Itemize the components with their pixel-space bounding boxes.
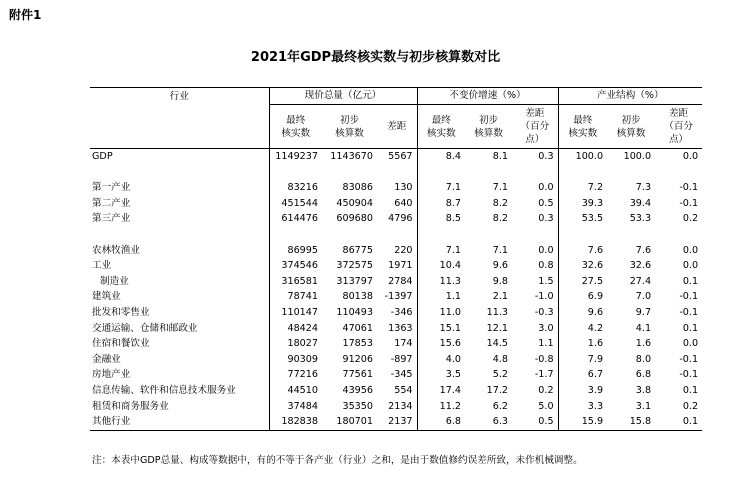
table-cell: 0.2 [682,400,699,412]
table-row [90,399,702,415]
table-cell: 4.2 [558,321,607,337]
table-cell: 83086 [342,182,373,194]
spacer-cell [465,227,512,243]
row-label: 交通运输、仓储和邮政业 [92,322,198,334]
row-label: 第二产业 [92,197,131,209]
table-cell: 2784 [388,275,413,287]
subheader-line: 核算数 [335,127,364,139]
subheader-line: 核算数 [474,127,503,139]
table-cell: 5.0 [538,400,554,412]
row-label: GDP [92,151,113,162]
table-cell: -1397 [384,291,413,303]
table-row [90,196,702,212]
spacer-cell [465,165,512,181]
table-cell: 15.1 [417,321,465,337]
row-label: 制造业 [100,275,129,287]
table-cell: 39.3 [558,196,607,212]
table-cell: 77561 [342,369,373,381]
table-cell: 78741 [269,289,322,305]
spacer-cell [655,227,702,243]
subheader-cell [417,105,465,149]
table-cell: 47061 [342,322,373,334]
table-cell: 7.1 [417,243,465,259]
table-cell: 0.3 [538,213,554,225]
row-label: 第三产业 [92,213,131,225]
table-cell: 6.2 [492,400,509,412]
table-cell: 1.1 [538,338,554,350]
table-cell: 91206 [342,353,373,365]
row-label: 其他行业 [90,414,269,430]
table-cell: 0.5 [512,414,558,430]
subheader-cell [512,105,558,149]
header-group-structure: 产业结构（%） [558,88,702,105]
table-cell: 37484 [269,399,322,415]
table-cell: 0.5 [538,197,554,209]
subheader-cell [558,105,607,149]
table-cell: 0.8 [538,260,554,272]
table-cell: 27.4 [629,275,652,287]
spacer-cell [607,165,655,181]
table-cell: 0.0 [538,244,554,256]
table-cell: 11.3 [486,306,509,318]
table-cell: 53.5 [558,211,607,227]
spacer-cell [417,227,465,243]
table-cell: 14.5 [486,338,509,350]
table-cell: 4.8 [492,353,509,365]
table-cell: 48424 [269,321,322,337]
table-cell: 44510 [269,383,322,399]
table-cell: 7.2 [558,180,607,196]
table-cell: 17.2 [486,384,509,396]
table-cell: 43956 [342,384,373,396]
row-label: 建筑业 [92,291,121,303]
table-cell: 53.3 [629,213,652,225]
table-cell: 182838 [269,414,322,430]
table-cell: 10.4 [417,258,465,274]
table-cell: 100.0 [558,149,607,165]
table-cell: -1.0 [534,291,554,303]
table-cell: 220 [394,244,413,256]
table-cell: 8.0 [635,353,652,365]
table-cell: 2.1 [492,291,509,303]
header-group-total: 现价总量（亿元） [269,88,417,105]
table-cell: 451544 [269,196,322,212]
table-cell: 450904 [336,197,373,209]
row-label: 房地产业 [92,369,131,381]
table-cell: 180701 [322,414,377,430]
spacer-cell [558,165,607,181]
table-cell: 640 [394,197,413,209]
table-cell: 0.0 [682,244,699,256]
subheader-line: 核算数 [616,127,646,139]
table-cell: 110493 [336,306,373,318]
table-cell: -0.3 [534,306,554,318]
table-cell: 5.2 [492,369,509,381]
subheader-line: 核实数 [426,127,456,139]
subheader-cell [655,105,702,149]
table-cell: 0.2 [682,213,699,225]
table-cell: 614476 [269,211,322,227]
subheader-line: （百分 [664,121,693,132]
table-cell: 9.7 [635,306,652,318]
table-row [90,180,702,196]
table-cell: -345 [390,369,413,381]
table-cell: 0.3 [538,151,554,162]
table-row [90,149,702,165]
subheader-line: 差距 [668,108,689,119]
table-cell: 1971 [388,260,413,272]
table-cell: 80138 [342,291,373,303]
table-cell: 90309 [269,352,322,368]
table-cell: 3.0 [538,322,554,334]
row-label: 信息传输、软件和信息技术服务业 [92,384,236,396]
table-cell: 0.1 [682,275,699,287]
table-cell: 86775 [342,244,373,256]
table-cell: 0.0 [682,260,699,272]
footnote: 注：本表中GDP总量、构成等数据中，有的不等于各产业（行业）之和，是由于数值修约误差所致，未作机械调整。 [92,455,583,466]
table-cell: 3.5 [417,367,465,383]
table-cell: 32.6 [558,258,607,274]
table-cell: 8.2 [492,213,509,225]
table-cell: 86995 [269,243,322,259]
table-cell: 174 [394,338,413,350]
spacer-cell [377,165,417,181]
table-cell: 1.6 [558,336,607,352]
table-cell: 11.3 [417,274,465,290]
spacer-row [90,165,702,181]
table-cell: 7.6 [635,244,652,256]
row-label: 金融业 [92,353,121,365]
table-cell: 316581 [269,274,322,290]
table-cell: 374546 [269,258,322,274]
table-cell: 39.4 [629,197,652,209]
spacer-cell [558,227,607,243]
attachment-label: 附件1 [9,8,42,22]
table-cell: 2137 [377,414,417,430]
table-cell: 11.2 [417,399,465,415]
spacer-row [90,227,702,243]
table-cell: -0.8 [534,353,554,365]
table-cell: 6.9 [558,289,607,305]
table-cell: 9.8 [492,275,509,287]
spacer-cell [90,165,269,181]
table-title: 2021年GDP最终核实数与初步核算数对比 [250,50,501,65]
subheader-line: 差距 [525,108,545,119]
table-row [90,321,702,337]
table-cell: 7.6 [558,243,607,259]
table-cell: -0.1 [679,306,699,318]
row-label: 批发和零售业 [92,306,150,318]
table-cell: 3.9 [558,383,607,399]
spacer-cell [512,227,558,243]
table-cell: 15.6 [417,336,465,352]
table-cell: 554 [394,384,413,396]
subheader-line: 最终 [286,114,306,126]
row-label: 农林牧渔业 [92,244,140,256]
table-cell: 0.1 [682,384,699,396]
table-cell: 5567 [388,151,413,162]
spacer-cell [377,227,417,243]
subheader-cell [465,105,512,149]
table-cell: 0.1 [655,414,702,430]
table-cell: 9.6 [492,260,509,272]
spacer-cell [417,165,465,181]
table-cell: 7.1 [492,244,509,256]
table-cell: 0.0 [682,338,699,350]
table-cell: 7.1 [492,182,509,194]
subheader-line: 初步 [478,114,499,126]
subheader-line: （百分 [520,121,550,132]
table-cell: -0.1 [679,182,699,194]
spacer-cell [607,227,655,243]
table-cell: 9.6 [558,305,607,321]
table-cell: 83216 [269,180,322,196]
subheader-line: 最终 [573,114,593,126]
table-cell: 1.1 [417,289,465,305]
subheader-line: 点） [525,134,545,145]
header-industry: 行业 [90,88,269,149]
table-cell: 6.8 [635,369,652,381]
subheader-cell [607,105,655,149]
subheader-cell [377,105,417,149]
table-cell: 11.0 [417,305,465,321]
table-cell: 1.5 [538,275,554,287]
gdp-comparison-table [90,87,702,431]
table-cell: 18027 [269,336,322,352]
table-row [90,336,702,352]
table-cell: 1.6 [635,338,652,350]
subheader-line: 核实数 [568,127,598,139]
table-cell: 0.0 [682,151,699,162]
table-cell: 4796 [388,213,413,225]
table-cell: 1143670 [330,151,373,162]
table-row [90,211,702,227]
table-cell: 3.1 [635,400,652,412]
table-cell: 100.0 [623,151,652,162]
spacer-cell [655,165,702,181]
subheader-line: 核实数 [281,127,311,139]
subheader-cell [322,105,377,149]
spacer-cell [90,227,269,243]
row-label: 住宿和餐饮业 [92,338,150,350]
table-cell: 8.2 [492,197,509,209]
table-cell: 6.8 [417,414,465,430]
table-cell: 8.7 [417,196,465,212]
table-cell: 8.5 [417,211,465,227]
table-cell: 609680 [336,213,373,225]
table-cell: 2134 [388,400,413,412]
spacer-cell [512,165,558,181]
row-label: 工业 [92,260,112,272]
table-cell: 3.3 [558,399,607,415]
table-cell: 372575 [336,260,373,272]
table-cell: 1149237 [269,149,322,165]
table-cell: 17853 [342,338,373,350]
table-cell: 8.1 [492,151,509,162]
table-cell: -0.1 [679,291,699,303]
table-cell: 7.9 [558,352,607,368]
table-cell: 1363 [388,322,413,334]
table-row [90,243,702,259]
spacer-cell [269,165,322,181]
table-cell: 77216 [269,367,322,383]
subheader-line: 差距 [387,121,407,132]
table-cell: 6.3 [465,414,512,430]
table-cell: 0.2 [538,384,554,396]
table-cell: 12.1 [486,322,509,334]
table-row [90,289,702,305]
table-cell: 3.8 [635,384,652,396]
table-cell: -346 [390,306,413,318]
subheader-line: 初步 [339,114,360,126]
table-cell: 313797 [336,275,373,287]
table-cell: 130 [394,182,413,194]
row-label: 第一产业 [92,182,131,194]
table-cell: -1.7 [534,369,554,381]
subheader-line: 点） [668,134,689,145]
table-cell: -897 [390,353,413,365]
table-row [90,258,702,274]
table-cell: 32.6 [629,260,652,272]
header-group-growth: 不变价增速（%） [417,88,558,105]
table-row [90,274,702,290]
table-cell: 110147 [269,305,322,321]
spacer-cell [269,227,322,243]
table-row [90,367,702,383]
row-label: 租赁和商务服务业 [92,400,169,412]
subheader-line: 最终 [431,114,451,126]
table-row [90,383,702,399]
table-cell: 8.4 [417,149,465,165]
table-cell: 4.0 [417,352,465,368]
table-cell: -0.1 [679,369,699,381]
subheader-cell [269,105,322,149]
table-row [90,305,702,321]
table-cell: -0.1 [679,353,699,365]
table-cell: 0.0 [538,182,554,194]
table-cell: 17.4 [417,383,465,399]
subheader-line: 初步 [621,114,641,126]
table-cell: 27.5 [558,274,607,290]
table-cell: 35350 [342,400,373,412]
spacer-cell [322,227,377,243]
table-cell: 0.1 [682,322,699,334]
table-row [90,352,702,368]
table-cell: 7.0 [635,291,652,303]
table-row [90,414,702,430]
table-cell: 7.1 [417,180,465,196]
table-cell: 7.3 [635,182,652,194]
table-cell: 15.9 [558,414,607,430]
table-cell: -0.1 [679,197,699,209]
table-cell: 15.8 [607,414,655,430]
spacer-cell [322,165,377,181]
table-cell: 6.7 [558,367,607,383]
table-cell: 4.1 [635,322,652,334]
